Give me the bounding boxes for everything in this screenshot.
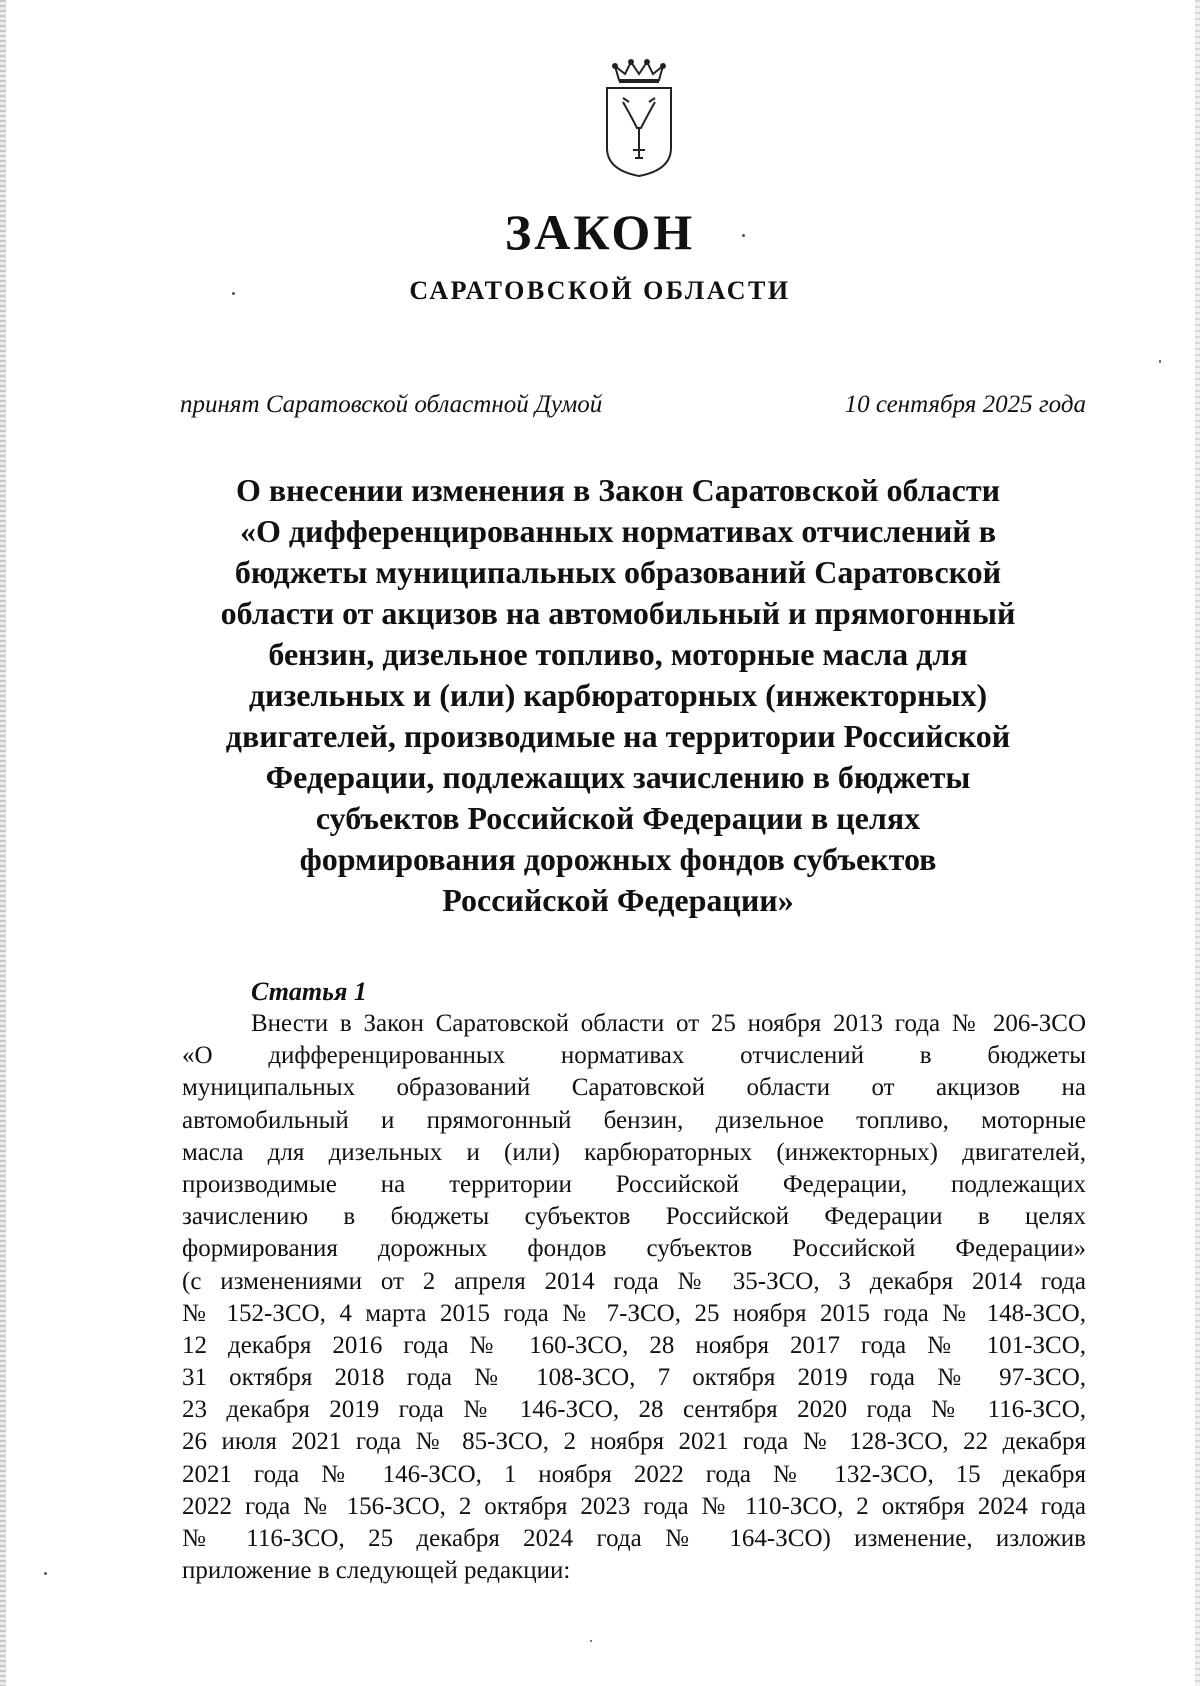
heading-line: О внесении изменения в Закон Саратовской области bbox=[235, 472, 1001, 508]
adopted-by-text: принят Саратовской областной Думой bbox=[180, 391, 603, 418]
scan-speck bbox=[232, 292, 235, 295]
heading-line: дизельных и (или) карбюраторных (инжекторных) bbox=[248, 677, 988, 713]
scan-speck bbox=[44, 1572, 47, 1575]
article-line: 26 июля 2021 года № 85-ЗСО, 2 ноября 2021 года № 128-ЗСО, 22 декабря bbox=[182, 1428, 1086, 1456]
heading-line: области от акцизов на автомобильный и прямогонный bbox=[220, 595, 1016, 631]
document-subtitle: САРАТОВСКОЙ ОБЛАСТИ bbox=[409, 276, 791, 305]
heading-line: бензин, дизельное топливо, моторные масла для bbox=[268, 636, 968, 672]
heading-line: субъектов Российской Федерации в целях bbox=[315, 800, 921, 836]
article-line: № 116-ЗСО, 25 декабря 2024 года № 164-ЗСО) изменение, изложив bbox=[182, 1525, 1086, 1552]
scan-speck bbox=[742, 234, 745, 237]
heading-line: двигателей, производимые на территории Российской bbox=[225, 718, 1011, 754]
article-line: 2022 года № 156-ЗСО, 2 октября 2023 года № 110-ЗСО, 2 октября 2024 года bbox=[182, 1492, 1086, 1520]
article-line: 31 октября 2018 года № 108-ЗСО, 7 октября 2019 года № 97-ЗСО, bbox=[182, 1364, 1086, 1392]
coat-of-arms-icon bbox=[603, 58, 675, 180]
article-line: производимые на территории Российской Федерации, подлежащих bbox=[182, 1170, 1086, 1198]
heading-line: «О дифференцированных нормативах отчислений в bbox=[239, 513, 997, 549]
article-line: масла для дизельных и (или) карбюраторных (инжекторных) двигателей, bbox=[182, 1138, 1086, 1166]
heading-line: формирования дорожных фондов субъектов bbox=[299, 841, 937, 877]
scan-speck bbox=[590, 1640, 592, 1642]
article-line: (с изменениями от 2 апреля 2014 года № 35-ЗСО, 3 декабря 2014 года bbox=[182, 1267, 1086, 1295]
adopted-date-text: 10 сентября 2025 года bbox=[844, 391, 1086, 418]
article-line: Внести в Закон Саратовской области от 25 ноября 2013 года № 206-ЗСО bbox=[251, 1010, 1086, 1037]
heading-line: бюджеты муниципальных образований Саратовской bbox=[234, 554, 1002, 590]
scan-speck bbox=[1159, 360, 1161, 363]
document-title: ЗАКОН bbox=[504, 204, 696, 260]
law-heading bbox=[150, 470, 1086, 921]
article-body bbox=[182, 1008, 1086, 1587]
article-line: 2021 года № 146-ЗСО, 1 ноября 2022 года № 132-ЗСО, 15 декабря bbox=[182, 1460, 1086, 1488]
article-line: 23 декабря 2019 года № 146-ЗСО, 28 сентября 2020 года № 116-ЗСО, bbox=[182, 1396, 1086, 1424]
article-line: приложение в следующей редакции: bbox=[182, 1557, 571, 1585]
article-line: автомобильный и прямогонный бензин, дизельное топливо, моторные bbox=[182, 1106, 1086, 1134]
article-title: Статья 1 bbox=[251, 977, 367, 1006]
article-line: формирования дорожных фондов субъектов Российской Федерации» bbox=[182, 1235, 1086, 1263]
article-line: «О дифференцированных нормативах отчислений в бюджеты bbox=[182, 1042, 1086, 1070]
heading-line: Российской Федерации» bbox=[442, 882, 794, 918]
article-line: № 152-ЗСО, 4 марта 2015 года № 7-ЗСО, 25 ноября 2015 года № 148-ЗСО, bbox=[182, 1299, 1086, 1327]
article-line: зачислению в бюджеты субъектов Российской Федерации в целях bbox=[182, 1203, 1086, 1231]
article-line: 12 декабря 2016 года № 160-ЗСО, 28 ноября 2017 года № 101-ЗСО, bbox=[182, 1331, 1086, 1359]
heading-line: Федерации, подлежащих зачислению в бюджеты bbox=[265, 759, 971, 795]
article-line: муниципальных образований Саратовской области от акцизов на bbox=[182, 1074, 1086, 1102]
